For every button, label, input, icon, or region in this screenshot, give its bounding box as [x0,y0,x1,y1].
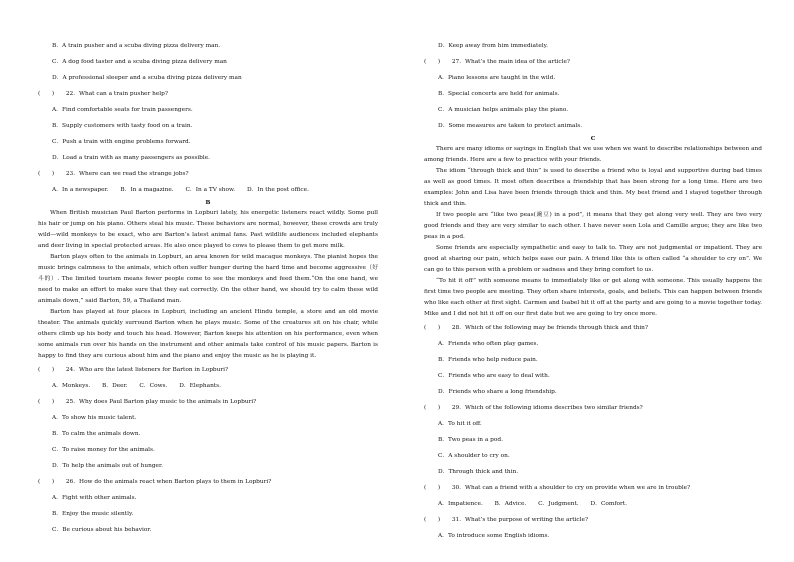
option: D．To help the animals out of hunger. [52,463,163,469]
question-stem: 23．Where can we read the strange jobs? [65,171,189,177]
option: A．To hit it off. [438,421,482,427]
question-stem: 25．Why does Paul Barton play music to the animals in Lopburi? [65,399,257,405]
answer-blank[interactable]: ( ) [424,405,441,411]
option: D．Comfort. [590,501,627,507]
options-row [52,378,378,394]
option: D．In the post office. [246,187,309,193]
question-24 [38,362,378,378]
question-23 [38,166,378,182]
question-stem: 27．What’s the main idea of the article? [451,59,571,65]
question-stem: 30．What can a friend with a shoulder to cry on provide when we are in trouble? [451,485,691,491]
passage-paragraph: Barton has played at four places in Lopburi, including an ancient Hindu temple, a store and an old movie theater. The animals quickly surround Barton when he plays music. Some of the creatures sit on his chair, while others climb up his body and touch his head. However, Barton keeps his attention on his performance, even when some animals run over his hands on the instrument and other animals take control of his music papers. Barton is happy to find they are curious about him and the piano and enjoy the music as he is playing it. [38,309,378,359]
option: D．Through thick and thin. [438,469,519,475]
option: A．Find comfortable seats for train passengers. [52,107,193,113]
option: A．Piano lessons are taught in the wild. [438,75,556,81]
answer-blank[interactable]: ( ) [38,367,55,373]
option: A．Fight with other animals. [52,495,137,501]
option: D．Friends who share a long friendship. [438,389,557,395]
answer-blank[interactable]: ( ) [38,399,55,405]
option: A．To show his music talent. [52,415,137,421]
option: C．A shoulder to cry on. [438,453,510,459]
option: D．A professional sleeper and a scuba diving pizza delivery man [52,75,242,81]
option: B．To calm the animals down. [52,431,141,437]
answer-blank[interactable]: ( ) [424,59,441,65]
option: D．Keep away from him immediately. [438,43,548,49]
answer-blank[interactable]: ( ) [424,325,441,331]
question-28 [424,320,762,336]
question-26 [38,474,378,490]
section-heading-c: C [590,136,596,142]
option: B．Special concerts are held for animals. [438,91,560,97]
passage-paragraph: Barton plays often to the animals in Lopburi, an area known for wild macaque monkeys. The pianist hopes the music brings calmness to the animals, which often suffer hunger during the hard time and become aggressive（好斗的）. The limited tourism means fewer people come to see the monkeys and feed them.“On the one hand, we need to make an effort to make sure that they eat correctly. On the other hand, we should try to calm these wild animals down,” said Barton, 59, a Thailand man. [38,254,378,304]
option: C．A dog food taster and a scuba diving pizza delivery man [52,59,227,65]
option: B．Supply customers with tasty food on a train. [52,123,193,129]
option: D．Elephants. [179,383,221,389]
question-27 [424,54,762,70]
passage-paragraph: “To hit it off” with someone means to immediately like or get along with someone. This usually happens the first time two people are meeting. They often share interests, goals, and beliefs. This can happen between friends who like each other at first sight. Carmen and Isabel hit it off at the party and are going to a movie together today. Mike and I did not hit it off on our first date but we are going to try once more. [424,278,762,317]
question-stem: 26．How do the animals react when Barton plays to them in Lopburi? [65,479,272,485]
option: A．Monkeys. [52,383,91,389]
option: D．Some measures are taken to protect animals. [438,123,583,129]
option: C．A musician helps animals play the piano. [438,107,569,113]
option: D．Load a train with as many passengers as possible. [52,155,211,161]
answer-blank[interactable]: ( ) [424,485,441,491]
question-22 [38,86,378,102]
option: B．Friends who help reduce pain. [438,357,538,363]
passage-paragraph: When British musician Paul Barton performs in Lopburi lately, his energetic listeners react wildly. Some pull his hair or jump on his piano. Others steal his music. These behaviors are normal, however, these crowds are truly wild—wild monkeys to be exact, who are Barton’s latest animal fans. Past wildlife audiences included elephants and deer living in special protected areas. He also once played to cows to please them to get more milk. [38,210,378,249]
options-row [52,182,378,198]
section-heading-b: B [205,200,211,206]
option: A．To introduce some English idioms. [438,533,550,539]
option: B．Two peas in a pod. [438,437,503,443]
answer-blank[interactable]: ( ) [424,517,441,523]
question-stem: 24．Who are the latest listeners for Barton in Lopburi? [65,367,229,373]
option: C．Push a train with engine problems forward. [52,139,191,145]
question-stem: 28．Which of the following may be friends through thick and thin? [451,325,649,331]
answer-blank[interactable]: ( ) [38,91,55,97]
question-stem: 22．What can a train pusher help? [65,91,168,97]
option: B．A train pusher and a scuba diving pizza delivery man. [52,43,221,49]
options-row [438,496,762,512]
option: C．To raise money for the animals. [52,447,155,453]
answer-blank[interactable]: ( ) [38,479,55,485]
option: A．Friends who often play games. [438,341,539,347]
question-stem: 31．What’s the purpose of writing the article? [451,517,589,523]
passage-paragraph: Some friends are especially sympathetic and easy to talk to. They are not judgmental or impatient. They are good at sharing our pain, which helps ease our pain. A friend like this is often called “a shoulder to cry on”. We can go to this person with a problem or sadness and they bring comfort to us. [424,245,762,273]
question-29 [424,400,762,416]
right-column [424,38,762,544]
passage-paragraph: There are many idioms or sayings in English that we use when we want to describe relationships between and among friends. Here are a few to practice with your friends. [424,146,762,163]
option: B．Enjoy the music silently. [52,511,134,517]
option: B．In a magazine. [120,187,174,193]
passage-paragraph: If two people are “like two peas(豌豆) in a pod”, it means that they get along very well. They are two very good friends and they are very similar to each other. I have never seen Lola and Camille argue; they are like two peas in a pod. [424,212,762,240]
question-30 [424,480,762,496]
question-stem: 29．Which of the following idioms describes two similar friends? [451,405,643,411]
option: B．Advice. [494,501,527,507]
option: C．Friends who are easy to deal with. [438,373,550,379]
option: A．Impatience. [438,501,483,507]
passage-paragraph: The idiom “through thick and thin” is used to describe a friend who is loyal and supportive during bad times as well as good times. It most often describes a friendship that has been strong for a long time. Here are two examples: John and Lisa have been friends through thick and thin. My best friend and I stayed together through thick and thin. [424,168,762,207]
option: C．Judgment. [538,501,579,507]
option: C．In a TV show. [185,187,236,193]
option: C．Be curious about his behavior. [52,527,152,533]
option: A．In a newspaper. [52,187,109,193]
question-25 [38,394,378,410]
left-column [38,38,378,538]
option: B．Deer. [102,383,128,389]
option: C．Cows. [139,383,168,389]
question-31 [424,512,762,528]
answer-blank[interactable]: ( ) [38,171,55,177]
